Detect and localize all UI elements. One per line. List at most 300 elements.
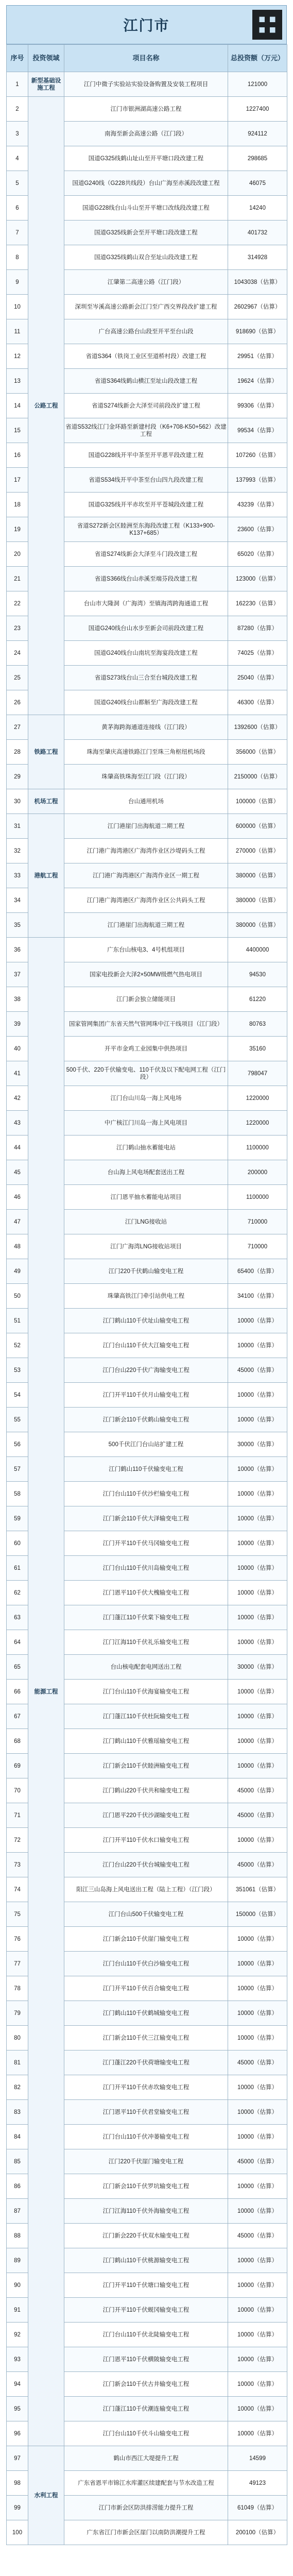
- table-row: [7, 814, 287, 839]
- page-title: [6, 5, 287, 44]
- project-name-cell: 江门蓬江110千伏杜阮输变电工程: [64, 1704, 228, 1729]
- project-name-cell: 广台高速公路台山段至开平至台山段: [64, 319, 228, 344]
- row-index: 34: [7, 888, 28, 913]
- project-name-cell: 江门开平110千伏月山输变电工程: [64, 1383, 228, 1408]
- investment-amount-cell: 1100000: [228, 1185, 287, 1210]
- investment-amount-cell: 10000（估算）: [228, 1704, 287, 1729]
- investment-amount-cell: 46300（估算）: [228, 690, 287, 715]
- investment-amount-cell: 10000（估算）: [228, 2372, 287, 2397]
- project-name-cell: 省道S532线江门金环路至新建村段（K6+708-K50+562）改建工程: [64, 418, 228, 443]
- row-index: 1: [7, 72, 28, 97]
- project-name-cell: 江门恩平220千伏沙湖输变电工程: [64, 1803, 228, 1828]
- row-index: 92: [7, 2323, 28, 2347]
- row-index: 81: [7, 2050, 28, 2075]
- project-name-cell: 江门台山110千伏冲蒌输变电工程: [64, 2125, 228, 2149]
- investment-amount-cell: 10000（估算）: [228, 1408, 287, 1432]
- row-index: 62: [7, 1581, 28, 1605]
- investment-amount-cell: 74025（估算）: [228, 641, 287, 666]
- row-index: 7: [7, 221, 28, 245]
- investment-amount-cell: 10000（估算）: [228, 2174, 287, 2199]
- project-name-cell: 江门新会110千伏崖门输变电工程: [64, 1927, 228, 1952]
- investment-field-cell: 公路工程: [28, 97, 64, 715]
- row-index: 75: [7, 1902, 28, 1927]
- investment-amount-cell: 162230（估算）: [228, 591, 287, 616]
- row-index: 94: [7, 2372, 28, 2397]
- project-name-cell: 江门港广海湾港区广海湾作业区沙堤码头工程: [64, 839, 228, 863]
- investment-amount-cell: 1392600（估算）: [228, 715, 287, 740]
- investment-amount-cell: 10000（估算）: [228, 2347, 287, 2372]
- project-name-cell: 江门台山110千伏北陡输变电工程: [64, 2323, 228, 2347]
- project-name-cell: 国道G325线新会至开平塘口段改建工程: [64, 221, 228, 245]
- investment-amount-cell: 99534（估算）: [228, 418, 287, 443]
- project-name-cell: 江门江海110千伏礼乐输变电工程: [64, 1630, 228, 1655]
- project-name-cell: 国道G228线台山斗山至开平塘口改线段改建工程: [64, 196, 228, 221]
- investment-amount-cell: 107260（估算）: [228, 443, 287, 468]
- investment-amount-cell: 10000（估算）: [228, 1531, 287, 1556]
- investment-amount-cell: 14240: [228, 196, 287, 221]
- row-index: 6: [7, 196, 28, 221]
- row-index: 26: [7, 690, 28, 715]
- investment-amount-cell: 30000（估算）: [228, 1655, 287, 1680]
- row-index: 100: [7, 2520, 28, 2545]
- project-name-cell: 国家电投新会大泽2×50MW级燃气热电项目: [64, 962, 228, 987]
- investment-amount-cell: 200000: [228, 1160, 287, 1185]
- investment-amount-cell: 10000（估算）: [228, 2273, 287, 2298]
- project-name-cell: 江门台山500千伏输变电工程: [64, 1902, 228, 1927]
- row-index: 84: [7, 2125, 28, 2149]
- row-index: 29: [7, 765, 28, 789]
- project-name-cell: 阳江三山岛海上风电送出工程（陆上工程）（江门段）: [64, 1877, 228, 1902]
- investment-amount-cell: 49123: [228, 2471, 287, 2496]
- row-index: 30: [7, 789, 28, 814]
- row-index: 99: [7, 2496, 28, 2520]
- project-name-cell: 国道G240线台山水步至新会司前段改建工程: [64, 616, 228, 641]
- investment-amount-cell: 924112: [228, 122, 287, 146]
- investment-amount-cell: 45000（估算）: [228, 2224, 287, 2248]
- project-name-cell: 江门新会110千伏三江输变电工程: [64, 2026, 228, 2050]
- investment-amount-cell: 94530: [228, 962, 287, 987]
- row-index: 55: [7, 1408, 28, 1432]
- row-index: 54: [7, 1383, 28, 1408]
- row-index: 48: [7, 1234, 28, 1259]
- investment-amount-cell: 200100（估算）: [228, 2520, 287, 2545]
- project-name-cell: 江门鹤山110千伏雅瑶输变电工程: [64, 1729, 228, 1754]
- table-row: [7, 715, 287, 740]
- row-index: 12: [7, 344, 28, 369]
- investment-amount-cell: 150000（估算）: [228, 1902, 287, 1927]
- project-name-cell: 江门新会110千伏古井输变电工程: [64, 2372, 228, 2397]
- project-name-cell: 省道S534线开平中茶至台山四九段改建工程: [64, 468, 228, 493]
- project-name-cell: 国道G325线开平赤坎至开平苍城段改建工程: [64, 493, 228, 517]
- row-index: 98: [7, 2471, 28, 2496]
- investment-field-cell: 水利工程: [28, 2446, 64, 2545]
- column-header-name: 项目名称: [64, 45, 228, 72]
- investment-amount-cell: 45000（估算）: [228, 2149, 287, 2174]
- row-index: 89: [7, 2248, 28, 2273]
- page-title-text: 江门市: [123, 18, 170, 33]
- project-name-cell: 广东省恩平市锦江水库灌区续建配套与节水改造工程: [64, 2471, 228, 2496]
- row-index: 77: [7, 1952, 28, 1976]
- investment-amount-cell: 10000（估算）: [228, 2397, 287, 2421]
- project-name-cell: 江门台山220千伏广海输变电工程: [64, 1358, 228, 1383]
- row-index: 93: [7, 2347, 28, 2372]
- project-name-cell: 江门新会独立储能项目: [64, 987, 228, 1012]
- row-index: 32: [7, 839, 28, 863]
- investment-amount-cell: 10000（估算）: [228, 1952, 287, 1976]
- project-name-cell: 省道S364线鹤山横江至址山段改建工程: [64, 369, 228, 394]
- project-name-cell: 江门开平110千伏马冈输变电工程: [64, 1531, 228, 1556]
- project-name-cell: 省道S364（铁岗工业区至道桥村段）改建工程: [64, 344, 228, 369]
- column-header-index: 序号: [7, 45, 28, 72]
- project-name-cell: 台山海上风电场配套送出工程: [64, 1160, 228, 1185]
- investment-amount-cell: 65400（估算）: [228, 1259, 287, 1284]
- investment-amount-cell: 99306（估算）: [228, 394, 287, 418]
- investment-amount-cell: 61220: [228, 987, 287, 1012]
- project-name-cell: 省道S272新会区睦洲至东海段改建工程（K133+900-K137+685）: [64, 517, 228, 542]
- row-index: 17: [7, 468, 28, 493]
- project-name-cell: 开平市金鸡工业园集中供热项目: [64, 1037, 228, 1061]
- project-name-cell: 江门恩平抽水蓄能电站项目: [64, 1185, 228, 1210]
- investment-amount-cell: 45000（估算）: [228, 1358, 287, 1383]
- row-index: 60: [7, 1531, 28, 1556]
- project-name-cell: 珠肇高铁珠海至江门段（江门段）: [64, 765, 228, 789]
- project-name-cell: 江门恩平110千伏大槐输变电工程: [64, 1581, 228, 1605]
- row-index: 90: [7, 2273, 28, 2298]
- project-name-cell: 江门市新会区防洪排涝能力提升工程: [64, 2496, 228, 2520]
- projects-sheet: [6, 5, 287, 2545]
- project-name-cell: 江门鹤山110千伏输变电工程: [64, 1457, 228, 1482]
- row-index: 85: [7, 2149, 28, 2174]
- row-index: 41: [7, 1061, 28, 1086]
- investment-amount-cell: 10000（估算）: [228, 1383, 287, 1408]
- row-index: 36: [7, 938, 28, 962]
- row-index: 43: [7, 1111, 28, 1136]
- row-index: 51: [7, 1309, 28, 1333]
- project-name-cell: 广东省江门市新会区崖门以南防洪潮提升工程: [64, 2520, 228, 2545]
- investment-amount-cell: 10000（估算）: [228, 1556, 287, 1581]
- investment-amount-cell: 10000（估算）: [228, 1927, 287, 1952]
- project-name-cell: 江门鹤山抽水蓄能电站: [64, 1136, 228, 1160]
- project-name-cell: 国道G240线（G228共线段）台山广海至赤溪段改建工程: [64, 171, 228, 196]
- project-name-cell: 省道S274线新会大泽至斗门段改建工程: [64, 542, 228, 567]
- investment-amount-cell: 29951（估算）: [228, 344, 287, 369]
- project-name-cell: 江门开平110千伏水口输变电工程: [64, 1828, 228, 1853]
- investment-amount-cell: 10000（估算）: [228, 1482, 287, 1506]
- project-name-cell: 江门港崖门出海航道三期工程: [64, 913, 228, 938]
- investment-amount-cell: 401732: [228, 221, 287, 245]
- investment-amount-cell: 80763: [228, 1012, 287, 1037]
- row-index: 33: [7, 863, 28, 888]
- investment-amount-cell: 19624（估算）: [228, 369, 287, 394]
- project-name-cell: 国道G228线开平中茶至开平恩平段改建工程: [64, 443, 228, 468]
- investment-amount-cell: 10000（估算）: [228, 1581, 287, 1605]
- row-index: 56: [7, 1432, 28, 1457]
- investment-field-cell: 机场工程: [28, 789, 64, 814]
- row-index: 70: [7, 1778, 28, 1803]
- row-index: 74: [7, 1877, 28, 1902]
- investment-amount-cell: 10000（估算）: [228, 2323, 287, 2347]
- investment-amount-cell: 45000（估算）: [228, 1803, 287, 1828]
- investment-amount-cell: 1227400: [228, 97, 287, 122]
- row-index: 5: [7, 171, 28, 196]
- project-name-cell: 江门开平110千伏百合输变电工程: [64, 1976, 228, 2001]
- table-row: [7, 72, 287, 97]
- row-index: 27: [7, 715, 28, 740]
- investment-amount-cell: 10000（估算）: [228, 1333, 287, 1358]
- project-name-cell: 江门恩平110千伏君堂输变电工程: [64, 2100, 228, 2125]
- row-index: 57: [7, 1457, 28, 1482]
- row-index: 9: [7, 270, 28, 295]
- project-name-cell: 江门港崖门出海航道二期工程: [64, 814, 228, 839]
- investment-amount-cell: 100000（估算）: [228, 789, 287, 814]
- row-index: 28: [7, 740, 28, 765]
- row-index: 63: [7, 1605, 28, 1630]
- table-row: [7, 2446, 287, 2471]
- project-name-cell: 江门台山110千伏海宴输变电工程: [64, 1680, 228, 1704]
- investment-amount-cell: 4400000: [228, 938, 287, 962]
- row-index: 2: [7, 97, 28, 122]
- project-name-cell: 南海至新会高速公路（江门段）: [64, 122, 228, 146]
- row-index: 82: [7, 2075, 28, 2100]
- investment-amount-cell: 10000（估算）: [228, 2001, 287, 2026]
- row-index: 14: [7, 394, 28, 418]
- row-index: 96: [7, 2421, 28, 2446]
- row-index: 31: [7, 814, 28, 839]
- project-name-cell: 省道S273线台山三合至台城段改建工程: [64, 666, 228, 690]
- project-name-cell: 黄茅海跨海通道连接线（江门段）: [64, 715, 228, 740]
- project-name-cell: 江门蓬江220千伏荷塘输变电工程: [64, 2050, 228, 2075]
- investment-amount-cell: 43239（估算）: [228, 493, 287, 517]
- project-name-cell: 500千伏、220千伏输变电、110千伏及以下配电网工程（江门段）: [64, 1061, 228, 1086]
- project-name-cell: 江门台山110千伏白沙输变电工程: [64, 1952, 228, 1976]
- projects-table: [6, 44, 287, 2545]
- investment-amount-cell: 10000（估算）: [228, 1976, 287, 2001]
- investment-amount-cell: 1100000: [228, 1136, 287, 1160]
- investment-amount-cell: 351061（估算）: [228, 1877, 287, 1902]
- project-name-cell: 江门台山川岛一海上风电场: [64, 1086, 228, 1111]
- row-index: 15: [7, 418, 28, 443]
- project-name-cell: 江门恩平110千伏横陂输变电工程: [64, 2347, 228, 2372]
- row-index: 97: [7, 2446, 28, 2471]
- row-index: 21: [7, 567, 28, 591]
- row-index: 95: [7, 2397, 28, 2421]
- project-name-cell: 珠肇高铁江门牵引站供电工程: [64, 1284, 228, 1309]
- project-name-cell: 江门鹤山110千伏址山输变电工程: [64, 1309, 228, 1333]
- row-index: 71: [7, 1803, 28, 1828]
- investment-amount-cell: 10000（估算）: [228, 2199, 287, 2224]
- row-index: 69: [7, 1754, 28, 1778]
- row-index: 78: [7, 1976, 28, 2001]
- project-name-cell: 江肇第二高速公路（江门段）: [64, 270, 228, 295]
- row-index: 47: [7, 1210, 28, 1234]
- table-row: [7, 938, 287, 962]
- investment-amount-cell: 10000（估算）: [228, 2125, 287, 2149]
- investment-field-cell: 能源工程: [28, 938, 64, 2446]
- row-index: 39: [7, 1012, 28, 1037]
- project-name-cell: 江门新会220千伏双水输变电工程: [64, 2224, 228, 2248]
- project-name-cell: 江门鹤山220千伏共和输变电工程: [64, 1778, 228, 1803]
- investment-amount-cell: 121000: [228, 72, 287, 97]
- row-index: 25: [7, 666, 28, 690]
- investment-amount-cell: 30000（估算）: [228, 1432, 287, 1457]
- row-index: 67: [7, 1704, 28, 1729]
- investment-amount-cell: 10000（估算）: [228, 2100, 287, 2125]
- row-index: 44: [7, 1136, 28, 1160]
- investment-amount-cell: 10000（估算）: [228, 1828, 287, 1853]
- project-name-cell: 江门中微子实验站实验设备购置及安装工程项目: [64, 72, 228, 97]
- row-index: 16: [7, 443, 28, 468]
- table-header-row: [7, 45, 287, 72]
- row-index: 66: [7, 1680, 28, 1704]
- row-index: 42: [7, 1086, 28, 1111]
- row-index: 64: [7, 1630, 28, 1655]
- row-index: 58: [7, 1482, 28, 1506]
- row-index: 46: [7, 1185, 28, 1210]
- row-index: 76: [7, 1927, 28, 1952]
- investment-amount-cell: 2150000（估算）: [228, 765, 287, 789]
- project-name-cell: 江门新会110千伏睦洲输变电工程: [64, 1754, 228, 1778]
- row-index: 10: [7, 295, 28, 319]
- project-name-cell: 江门台山110千伏川岛输变电工程: [64, 1556, 228, 1581]
- project-name-cell: 台山通用机场: [64, 789, 228, 814]
- project-name-cell: 江门台山110千伏沙栏输变电工程: [64, 1482, 228, 1506]
- investment-amount-cell: 1220000: [228, 1086, 287, 1111]
- row-index: 87: [7, 2199, 28, 2224]
- row-index: 68: [7, 1729, 28, 1754]
- project-name-cell: 台山核电配套电网送出工程: [64, 1655, 228, 1680]
- investment-amount-cell: 380000（估算）: [228, 863, 287, 888]
- investment-amount-cell: 10000（估算）: [228, 1309, 287, 1333]
- row-index: 4: [7, 146, 28, 171]
- project-name-cell: 江门台山110千伏大江输变电工程: [64, 1333, 228, 1358]
- qr-code-icon: [252, 10, 282, 40]
- row-index: 45: [7, 1160, 28, 1185]
- investment-amount-cell: 10000（估算）: [228, 1729, 287, 1754]
- row-index: 22: [7, 591, 28, 616]
- row-index: 18: [7, 493, 28, 517]
- row-index: 37: [7, 962, 28, 987]
- project-name-cell: 中广核江门川岛一海上风电项目: [64, 1111, 228, 1136]
- row-index: 35: [7, 913, 28, 938]
- investment-amount-cell: 1220000: [228, 1111, 287, 1136]
- row-index: 53: [7, 1358, 28, 1383]
- investment-amount-cell: 10000（估算）: [228, 1630, 287, 1655]
- project-name-cell: 500千伏江门台山站扩建工程: [64, 1432, 228, 1457]
- project-name-cell: 江门市银洲湖高速公路工程: [64, 97, 228, 122]
- project-name-cell: 江门新会110千伏鹤山输变电工程: [64, 1408, 228, 1432]
- project-name-cell: 深圳至岑溪高速公路新会江门至广西交界段改扩建工程: [64, 295, 228, 319]
- row-index: 79: [7, 2001, 28, 2026]
- investment-field-cell: 港航工程: [28, 814, 64, 938]
- row-index: 49: [7, 1259, 28, 1284]
- project-name-cell: 珠海至肇庆高速铁路江门至珠三角枢纽机场段: [64, 740, 228, 765]
- row-index: 38: [7, 987, 28, 1012]
- investment-amount-cell: 10000（估算）: [228, 1754, 287, 1778]
- investment-amount-cell: 10000（估算）: [228, 2075, 287, 2100]
- row-index: 24: [7, 641, 28, 666]
- investment-amount-cell: 710000: [228, 1234, 287, 1259]
- project-name-cell: 省道S274线新会大泽至司前段改扩建工程: [64, 394, 228, 418]
- project-name-cell: 国道G240线台山南坑至海宴段改建工程: [64, 641, 228, 666]
- row-index: 50: [7, 1284, 28, 1309]
- investment-amount-cell: 10000（估算）: [228, 2248, 287, 2273]
- investment-amount-cell: 1043038（估算）: [228, 270, 287, 295]
- table-body: [7, 72, 287, 2545]
- investment-amount-cell: 600000（估算）: [228, 814, 287, 839]
- investment-amount-cell: 10000（估算）: [228, 2421, 287, 2446]
- investment-field-cell: 新型基础设施工程: [28, 72, 64, 97]
- project-name-cell: 江门港广海湾港区广海湾作业区一期工程: [64, 863, 228, 888]
- project-name-cell: 江门开平110千伏蚬冈输变电工程: [64, 2298, 228, 2323]
- column-header-investment: 总投资额（万元）: [228, 45, 287, 72]
- project-name-cell: 江门新会110千伏罗坑输变电工程: [64, 2174, 228, 2199]
- project-name-cell: 国道G325线鹤山双合至址山段改建工程: [64, 245, 228, 270]
- row-index: 8: [7, 245, 28, 270]
- row-index: 83: [7, 2100, 28, 2125]
- row-index: 52: [7, 1333, 28, 1358]
- investment-amount-cell: 35160: [228, 1037, 287, 1061]
- investment-amount-cell: 2602967（估算）: [228, 295, 287, 319]
- investment-amount-cell: 10000（估算）: [228, 2026, 287, 2050]
- project-name-cell: 江门LNG接收站: [64, 1210, 228, 1234]
- investment-amount-cell: 270000（估算）: [228, 839, 287, 863]
- column-header-field: 投资领域: [28, 45, 64, 72]
- investment-amount-cell: 10000（估算）: [228, 1680, 287, 1704]
- investment-amount-cell: 10000（估算）: [228, 1605, 287, 1630]
- row-index: 11: [7, 319, 28, 344]
- investment-amount-cell: 65020（估算）: [228, 542, 287, 567]
- row-index: 61: [7, 1556, 28, 1581]
- project-name-cell: 江门220千伏崖门输变电工程: [64, 2149, 228, 2174]
- project-name-cell: 江门台山220千伏台城输变电工程: [64, 1853, 228, 1877]
- project-name-cell: 江门蓬江110千伏潮连输变电工程: [64, 2397, 228, 2421]
- investment-amount-cell: 46075: [228, 171, 287, 196]
- row-index: 20: [7, 542, 28, 567]
- table-row: [7, 789, 287, 814]
- row-index: 59: [7, 1506, 28, 1531]
- project-name-cell: 国道G325线鹤山址山至开平塘口段改建工程: [64, 146, 228, 171]
- project-name-cell: 江门蓬江110千伏棠下输变电工程: [64, 1605, 228, 1630]
- project-name-cell: 江门开平110千伏赤坎输变电工程: [64, 2075, 228, 2100]
- investment-amount-cell: 45000（估算）: [228, 2050, 287, 2075]
- investment-amount-cell: 918690（估算）: [228, 319, 287, 344]
- row-index: 80: [7, 2026, 28, 2050]
- table-row: [7, 97, 287, 122]
- investment-amount-cell: 14599: [228, 2446, 287, 2471]
- investment-amount-cell: 380000（估算）: [228, 888, 287, 913]
- investment-amount-cell: 45000（估算）: [228, 1778, 287, 1803]
- project-name-cell: 江门鹤山110千伏桃源输变电工程: [64, 2248, 228, 2273]
- investment-amount-cell: 137993（估算）: [228, 468, 287, 493]
- project-name-cell: 江门开平110千伏塘口输变电工程: [64, 2273, 228, 2298]
- project-name-cell: 江门220千伏鹤山输变电工程: [64, 1259, 228, 1284]
- project-name-cell: 鹤山市西江大堤提升工程: [64, 2446, 228, 2471]
- investment-amount-cell: 314928: [228, 245, 287, 270]
- project-name-cell: 江门新会110千伏大泽输变电工程: [64, 1506, 228, 1531]
- investment-amount-cell: 87280（估算）: [228, 616, 287, 641]
- investment-amount-cell: 10000（估算）: [228, 2298, 287, 2323]
- project-name-cell: 江门鹤山110千伏鹤城输变电工程: [64, 2001, 228, 2026]
- row-index: 65: [7, 1655, 28, 1680]
- investment-amount-cell: 123000（估算）: [228, 567, 287, 591]
- project-name-cell: 国道G240线台山都斛至广海段改建工程: [64, 690, 228, 715]
- investment-amount-cell: 298685: [228, 146, 287, 171]
- investment-amount-cell: 710000: [228, 1210, 287, 1234]
- row-index: 86: [7, 2174, 28, 2199]
- investment-amount-cell: 25040（估算）: [228, 666, 287, 690]
- investment-field-cell: 铁路工程: [28, 715, 64, 789]
- project-name-cell: 江门广海湾LNG接收站项目: [64, 1234, 228, 1259]
